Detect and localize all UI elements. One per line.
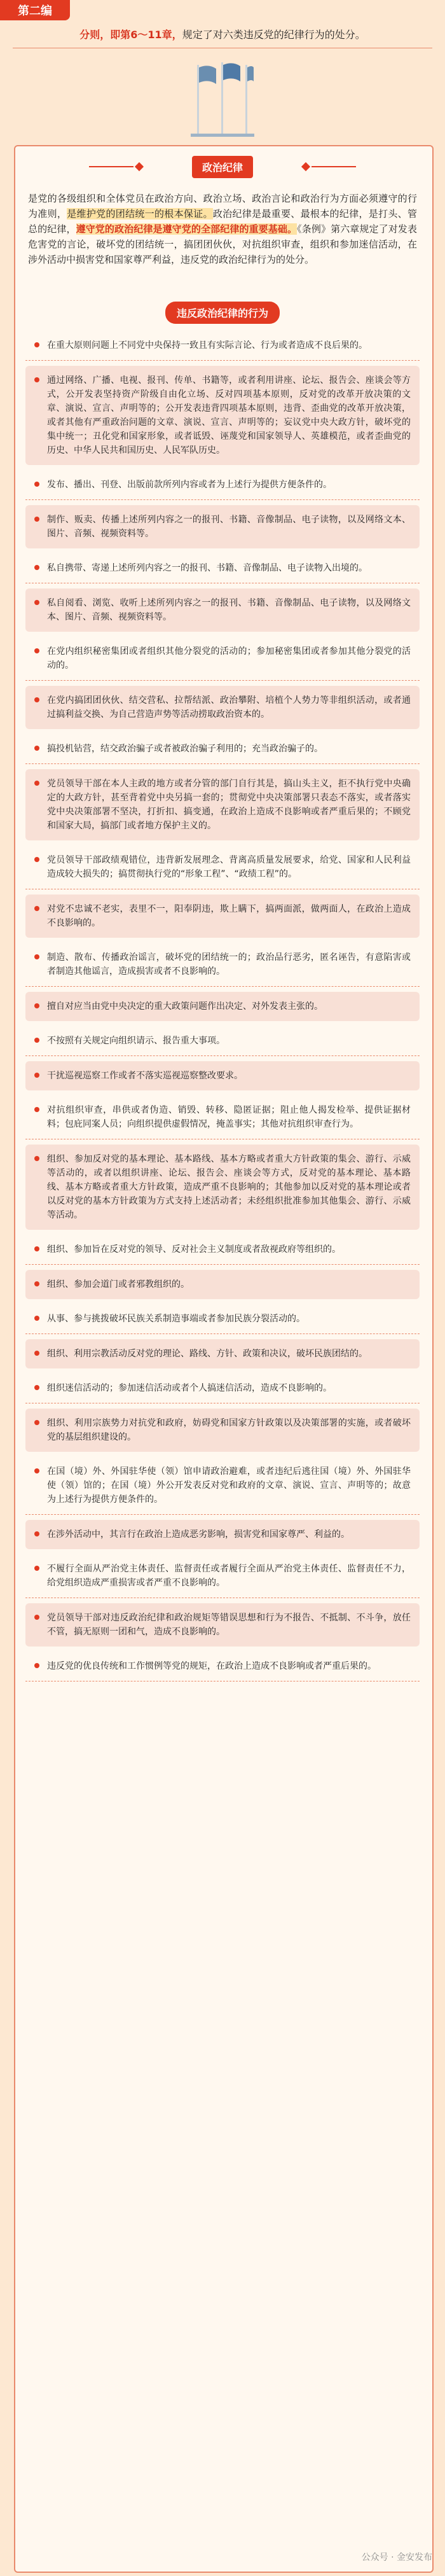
- list-item-text: 在国（境）外、外国驻华使（领）馆申请政治避难，或者违纪后逃往国（境）外、外国驻华使（领）馆的；在国（境）外公开发表反对党和政府的文章、演说、宣言、声明等的；故意为上述行为提供方便条件的。: [47, 1466, 411, 1505]
- list-item-text: 制作、贩卖、传播上述所列内容之一的报刊、书籍、音像制品、电子读物，以及网络文本、图片、音频、视频资料等。: [47, 515, 411, 539]
- list-item-text: 组织、参加反对党的基本理论、基本路线、基本方略或者重大方针政策的集会、游行、示威等活动的，或者以组织讲座、论坛、报告会、座谈会等方式，反对党的基本理论、基本路线、基本方略或者重大方针政策，造成严重不良影响的；其他参加以反对党的基本理论或者以反对党的基本方针政策为方式支持上述活动者；未经组织批准参加其他集会、游行、示威等活动。: [47, 1154, 411, 1220]
- list-item: [25, 1339, 420, 1368]
- bullet-dot: [34, 1038, 39, 1043]
- list-item-text: 组织、利用宗族势力对抗党和政府，妨碍党和国家方针政策以及决策部署的实施，或者破坏党的基层组织建设的。: [47, 1418, 411, 1442]
- section-title: [134, 302, 312, 324]
- bullet-dot: [34, 1281, 39, 1286]
- list-item-text: 干扰巡视巡察工作或者不落实巡视巡察整改要求。: [47, 1071, 243, 1081]
- list-item-text: 组织、参加旨在反对党的领导、反对社会主义制度或者敌视政府等组织的。: [47, 1244, 341, 1255]
- bullet-dot: [34, 600, 39, 605]
- list-item-text: 搞投机钻营，结交政治骗子或者被政治骗子利用的；充当政治骗子的。: [47, 744, 323, 754]
- list-item: [25, 1270, 420, 1299]
- watermark: 公众号 · 金安发布: [361, 2552, 432, 2563]
- list-item: [25, 1554, 420, 1598]
- bullet-dot: [34, 1351, 39, 1356]
- card-title-pill: 政治纪律: [192, 156, 253, 178]
- list-item: [25, 588, 420, 632]
- bullet-dot: [34, 377, 39, 382]
- list-item: [25, 1061, 420, 1090]
- list-item: [25, 1374, 420, 1403]
- list-item-text: 私自携带、寄递上述所列内容之一的报刊、书籍、音像制品、电子读物入出境的。: [47, 563, 367, 573]
- title-left-line: [89, 166, 134, 167]
- bullet-dot: [34, 1468, 39, 1473]
- section-title-pill: 违反政治纪律的行为: [165, 302, 280, 324]
- list-item: [25, 769, 420, 840]
- bullet-dot: [34, 906, 39, 911]
- list-item: [25, 895, 420, 938]
- list-item: [25, 734, 420, 764]
- lead-part-2: 是维护党的团结统一的根本保证。: [67, 208, 213, 219]
- list-item: [25, 1457, 420, 1515]
- bullet-dot: [34, 697, 39, 702]
- bullet-dot: [34, 1420, 39, 1425]
- flags-icon: [191, 59, 254, 138]
- bullet-dot: [34, 1156, 39, 1161]
- list-item: [25, 1096, 420, 1139]
- bullet-dot: [34, 1246, 39, 1251]
- list-item-text: 私自阅看、浏览、收听上述所列内容之一的报刊、书籍、音像制品、电子读物，以及网络文本、图片、音频、视频资料等。: [47, 598, 411, 622]
- bullet-dot: [34, 954, 39, 959]
- list-item-text: 组织、参加会道门或者邪教组织的。: [47, 1279, 189, 1290]
- list-item-text: 在涉外活动中，其言行在政治上造成恶劣影响，损害党和国家尊严、利益的。: [47, 1529, 350, 1540]
- list-item: [25, 686, 420, 729]
- bullet-dot: [34, 1316, 39, 1321]
- list-item-text: 党员领导干部在本人主政的地方或者分管的部门自行其是，搞山头主义，拒不执行党中央确定的大政方针，甚至背着党中央另搞一套的；贯彻党中央决策部署只表态不落实，或者落实党中央决策部署不坚决，打折扣、搞变通，在政治上造成不良影响或者严重后果的；不顾党和国家大局，搞部门或者地方保护主义的。: [47, 779, 411, 831]
- lead-part-4: 遵守党的政治纪律是遵守党的全部纪律的重要基础。: [76, 223, 298, 235]
- intro-prefix: 分则，即第6～11章，: [79, 29, 182, 41]
- bullet-dot: [34, 781, 39, 786]
- bullet-dot: [34, 342, 39, 347]
- list-item-text: 不履行全面从严治党主体责任、监督责任或者履行全面从严治党主体责任、监督责任不力，给党组织造成严重损害或者严重不良影响的。: [47, 1564, 411, 1588]
- list-item: [25, 1409, 420, 1452]
- list-item-text: 组织、利用宗教活动反对党的理论、路线、方针、政策和决议，破坏民族团结的。: [47, 1349, 367, 1359]
- bullet-dot: [34, 1615, 39, 1620]
- bullet-dot: [34, 1385, 39, 1390]
- violation-list: [25, 331, 420, 1687]
- list-item: [25, 505, 420, 548]
- section-badge: 第二编: [0, 0, 70, 20]
- list-item-text: 在党内搞团团伙伙、结交营私、拉帮结派、政治攀附、培植个人势力等非组织活动，或者通过搞利益交换、为自己营造声势等活动捞取政治资本的。: [47, 695, 411, 720]
- bullet-dot: [34, 1531, 39, 1536]
- list-item-text: 在党内组织秘密集团或者组织其他分裂党的活动的；参加秘密集团或者参加其他分裂党的活动的。: [47, 646, 411, 671]
- list-item-text: 不按照有关规定向组织请示、报告重大事项。: [47, 1036, 225, 1046]
- bullet-dot: [34, 517, 39, 522]
- bullet-dot: [34, 565, 39, 570]
- list-item: [25, 1652, 420, 1681]
- title-right-line: [312, 166, 356, 167]
- bullet-dot: [34, 857, 39, 862]
- list-item-text: 发布、播出、刊登、出版前款所列内容或者为上述行为提供方便条件的。: [47, 480, 332, 490]
- list-item: [25, 1304, 420, 1334]
- list-item: [25, 1235, 420, 1265]
- list-item: [25, 637, 420, 681]
- bullet-dot: [34, 1107, 39, 1112]
- lead-part-5: 《条例》第六章规定了对发表危害党的言论，破坏党的团结统一，搞团团伙伙，对抗组织审查，组织和参加迷信活动，在涉外活动中损害党和国家尊严利益，违反党的政治纪律行为的处分。: [28, 223, 417, 265]
- list-item: [25, 1145, 420, 1230]
- list-item-text: 擅自对应当由党中央决定的重大政策问题作出决定、对外发表主张的。: [47, 1001, 323, 1012]
- list-item: [25, 1603, 420, 1647]
- list-item: [25, 943, 420, 987]
- list-item-text: 违反党的优良传统和工作惯例等党的规矩，在政治上造成不良影响或者严重后果的。: [47, 1661, 376, 1671]
- list-item-text: 组织迷信活动的；参加迷信活动或者个人搞迷信活动，造成不良影响的。: [47, 1383, 332, 1393]
- list-item-text: 对党不忠诚不老实，表里不一，阳奉阴违，欺上瞒下，搞两面派，做两面人，在政治上造成不良影响的。: [47, 904, 411, 928]
- intro-rest: 规定了对六类违反党的纪律行为的处分。: [182, 29, 366, 41]
- list-item: [25, 1026, 420, 1056]
- list-item: [25, 846, 420, 889]
- list-item: [25, 1520, 420, 1549]
- list-item-text: 制造、散布、传播政治谣言，破坏党的团结统一的；政治品行恶劣，匿名诬告，有意陷害或者制造其他谣言，造成损害或者不良影响的。: [47, 952, 411, 977]
- bullet-dot: [34, 1073, 39, 1078]
- list-item: [25, 366, 420, 465]
- list-item: [25, 553, 420, 583]
- bullet-dot: [34, 746, 39, 751]
- list-item-text: 党员领导干部政绩观错位，违背新发展理念、背离高质量发展要求，给党、国家和人民利益造成较大损失的；搞贯彻执行党的“形象工程”、“政绩工程”的。: [47, 855, 411, 879]
- list-item: [25, 470, 420, 500]
- bullet-dot: [34, 1663, 39, 1668]
- bullet-dot: [34, 1003, 39, 1008]
- card-title: [134, 155, 312, 178]
- list-item-text: 通过网络、广播、电视、报刊、传单、书籍等，或者利用讲座、论坛、报告会、座谈会等方式，公开发表坚持资产阶级自由化立场、反对四项基本原则，反对党的改革开放决策的文章、演说、宣言、声明等的；公开发表违背四项基本原则，违背、歪曲党的改革开放决策，或者其他有严重政治问题的文章、演说、宣言、声明等的；妄议党中央大政方针，破坏党的集中统一；丑化党和国家形象，或者诋毁、诬蔑党和国家领导人、英雄模范，或者歪曲党的历史、中华人民共和国历史、人民军队历史。: [47, 375, 411, 456]
- lead-part-1: 是党的各级组织和全体党员在政治方向、政治立场、政治言论和政治行为方面必须遵守的行为准则，: [28, 193, 417, 219]
- list-item-text: 在重大原则问题上不同党中央保持一致且有实际言论、行为或者造成不良后果的。: [47, 340, 367, 351]
- list-item-text: 对抗组织审查，串供或者伪造、销毁、转移、隐匿证据；阻止他人揭发检举、提供证据材料；包庇同案人员；向组织提供虚假情况，掩盖事实；其他对抗组织审查行为。: [47, 1105, 411, 1129]
- bullet-dot: [34, 648, 39, 653]
- list-item-text: 从事、参与挑拨破坏民族关系制造事端或者参加民族分裂活动的。: [47, 1314, 305, 1324]
- list-item: [25, 992, 420, 1021]
- lead-part-3: 政治纪律是最重要、最根本的纪律，是打头、管总的纪律，: [28, 208, 417, 235]
- list-item-text: 党员领导干部对违反政治纪律和政治规矩等错误思想和行为不报告、不抵制、不斗争，放任不管，搞无原则一团和气，造成不良影响的。: [47, 1613, 411, 1637]
- bullet-dot: [34, 1566, 39, 1571]
- bullet-dot: [34, 482, 39, 487]
- list-item: [25, 331, 420, 361]
- lead-paragraph: [28, 191, 417, 267]
- intro-text: [13, 27, 432, 48]
